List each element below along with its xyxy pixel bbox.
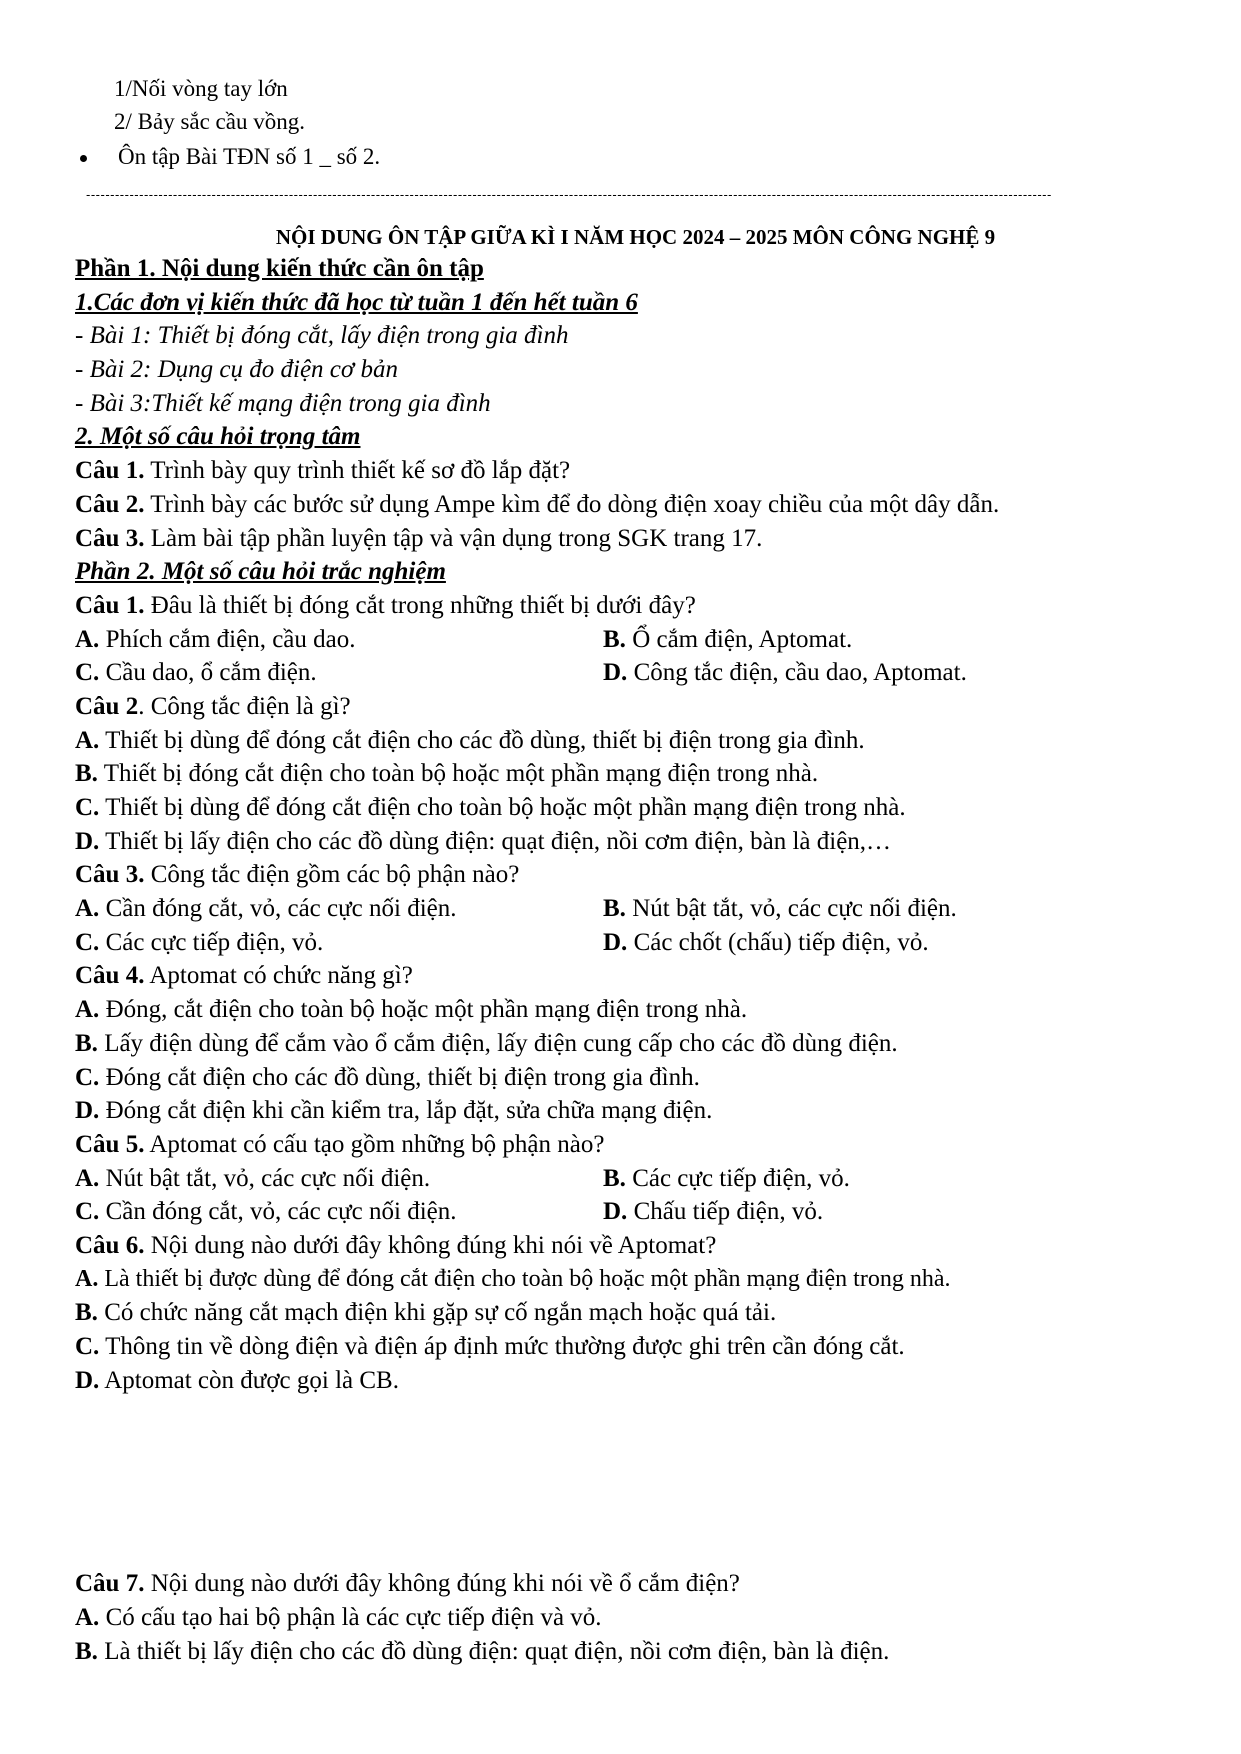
intro-line-1: 1/Nối vòng tay lớn	[114, 76, 288, 101]
mcq-5-stem: Câu 5. Aptomat có cấu tạo gồm những bộ phận nào?	[75, 1130, 605, 1158]
mcq-5-option-d: D. Chấu tiếp điện, vỏ.	[603, 1198, 824, 1226]
mcq-6-option-a: A. Là thiết bị được dùng để đóng cắt điện cho toàn bộ hoặc một phần mạng điện trong nhà.	[75, 1265, 951, 1292]
mcq-5-option-b: B. Các cực tiếp điện, vỏ.	[603, 1164, 850, 1192]
part1-heading: Phần 1. Nội dung kiến thức cần ôn tập	[75, 255, 484, 282]
intro-line-3: Ôn tập Bài TĐN số 1 _ số 2.	[118, 144, 381, 169]
mcq-7-stem: Câu 7. Nội dung nào dưới đây không đúng khi nói về ổ cắm điện?	[75, 1570, 740, 1598]
lesson-3: - Bài 3:Thiết kế mạng điện trong gia đình	[75, 389, 491, 417]
separator-line: --------------------------------------------------------------------------------------------------------------------------------------------------------------------------------------------------------	[86, 188, 1052, 202]
key-question-2: Câu 2. Trình bày các bước sử dụng Ampe kìm để đo dòng điện xoay chiều của một dây dẫn.	[75, 490, 1000, 518]
mcq-5-row-cd	[75, 1195, 1195, 1229]
part1-sub2: 2. Một số câu hỏi trọng tâm	[75, 423, 361, 451]
mcq-7-option-a: A. Có cấu tạo hai bộ phận là các cực tiếp điện và vỏ.	[75, 1604, 602, 1632]
part2-heading: Phần 2. Một số câu hỏi trắc nghiệm	[75, 558, 446, 586]
mcq-2-option-a: A. Thiết bị dùng để đóng cắt điện cho các đồ dùng, thiết bị điện trong gia đình.	[75, 726, 865, 754]
mcq-2-stem: Câu 2. Công tắc điện là gì?	[75, 692, 351, 720]
mcq-4-option-c: C. Đóng cắt điện cho các đồ dùng, thiết bị điện trong gia đình.	[75, 1063, 700, 1091]
mcq-6-option-b: B. Có chức năng cắt mạch điện khi gặp sự cố ngắn mạch hoặc quá tải.	[75, 1299, 777, 1327]
mcq-3-option-d: D. Các chốt (chấu) tiếp điện, vỏ.	[603, 928, 929, 956]
key-question-1: Câu 1. Trình bày quy trình thiết kế sơ đồ lắp đặt?	[75, 457, 571, 485]
key-question-3: Câu 3. Làm bài tập phần luyện tập và vận dụng trong SGK trang 17.	[75, 524, 763, 552]
mcq-5-option-a: A. Nút bật tắt, vỏ, các cực nối điện.	[75, 1164, 431, 1192]
document-body	[75, 252, 1195, 1668]
mcq-3-option-b: B. Nút bật tắt, vỏ, các cực nối điện.	[603, 895, 957, 923]
mcq-1-option-b: B. Ổ cắm điện, Aptomat.	[603, 625, 853, 653]
mcq-4-stem: Câu 4. Aptomat có chức năng gì?	[75, 962, 413, 990]
mcq-6-option-c: C. Thông tin về dòng điện và điện áp định mức thường được ghi trên cần đóng cắt.	[75, 1333, 905, 1360]
intro-line-2: 2/ Bảy sắc cầu vồng.	[114, 109, 305, 134]
lesson-1: - Bài 1: Thiết bị đóng cắt, lấy điện trong gia đình	[75, 322, 569, 350]
mcq-1-stem: Câu 1. Đâu là thiết bị đóng cắt trong những thiết bị dưới đây?	[75, 591, 696, 619]
mcq-1-option-a: A. Phích cắm điện, cầu dao.	[75, 625, 356, 653]
lesson-2: - Bài 2: Dụng cụ đo điện cơ bản	[75, 356, 398, 384]
mcq-4-option-b: B. Lấy điện dùng để cắm vào ổ cắm điện, lấy điện cung cấp cho các đồ dùng điện.	[75, 1029, 898, 1057]
mcq-6-stem: Câu 6. Nội dung nào dưới đây không đúng khi nói về Aptomat?	[75, 1231, 717, 1259]
mcq-1-option-c: C. Cầu dao, ổ cắm điện.	[75, 659, 317, 687]
mcq-1-option-d: D. Công tắc điện, cầu dao, Aptomat.	[603, 659, 967, 687]
mcq-4-option-d: D. Đóng cắt điện khi cần kiểm tra, lắp đặt, sửa chữa mạng điện.	[75, 1097, 713, 1125]
mcq-5-row-ab	[75, 1162, 1195, 1196]
page-gap	[75, 1397, 1195, 1567]
document-title: NỘI DUNG ÔN TẬP GIỮA KÌ I NĂM HỌC 2024 – 2025 MÔN CÔNG NGHỆ 9	[275, 225, 996, 249]
mcq-1-row-cd	[75, 656, 1195, 690]
bullet-icon	[80, 155, 87, 162]
mcq-3-row-ab	[75, 892, 1195, 926]
mcq-3-option-a: A. Cần đóng cắt, vỏ, các cực nối điện.	[75, 895, 457, 923]
mcq-5-option-c: C. Cần đóng cắt, vỏ, các cực nối điện.	[75, 1198, 457, 1226]
mcq-4-option-a: A. Đóng, cắt điện cho toàn bộ hoặc một phần mạng điện trong nhà.	[75, 996, 748, 1024]
mcq-2-option-d: D. Thiết bị lấy điện cho các đồ dùng điện: quạt điện, nồi cơm điện, bàn là điện,…	[75, 827, 892, 855]
mcq-7-option-b: B. Là thiết bị lấy điện cho các đồ dùng điện: quạt điện, nồi cơm điện, bàn là điện.	[75, 1637, 890, 1665]
mcq-1-row-ab	[75, 623, 1195, 657]
mcq-2-option-b: B. Thiết bị đóng cắt điện cho toàn bộ hoặc một phần mạng điện trong nhà.	[75, 760, 819, 788]
mcq-6-option-d: D. Aptomat còn được gọi là CB.	[75, 1366, 399, 1394]
part1-sub1: 1.Các đơn vị kiến thức đã học từ tuần 1 đến hết tuần 6	[75, 288, 638, 316]
mcq-2-option-c: C. Thiết bị dùng để đóng cắt điện cho toàn bộ hoặc một phần mạng điện trong nhà.	[75, 794, 906, 821]
mcq-3-option-c: C. Các cực tiếp điện, vỏ.	[75, 928, 324, 956]
mcq-3-row-cd	[75, 926, 1195, 960]
mcq-3-stem: Câu 3. Công tắc điện gồm các bộ phận nào?	[75, 861, 520, 889]
